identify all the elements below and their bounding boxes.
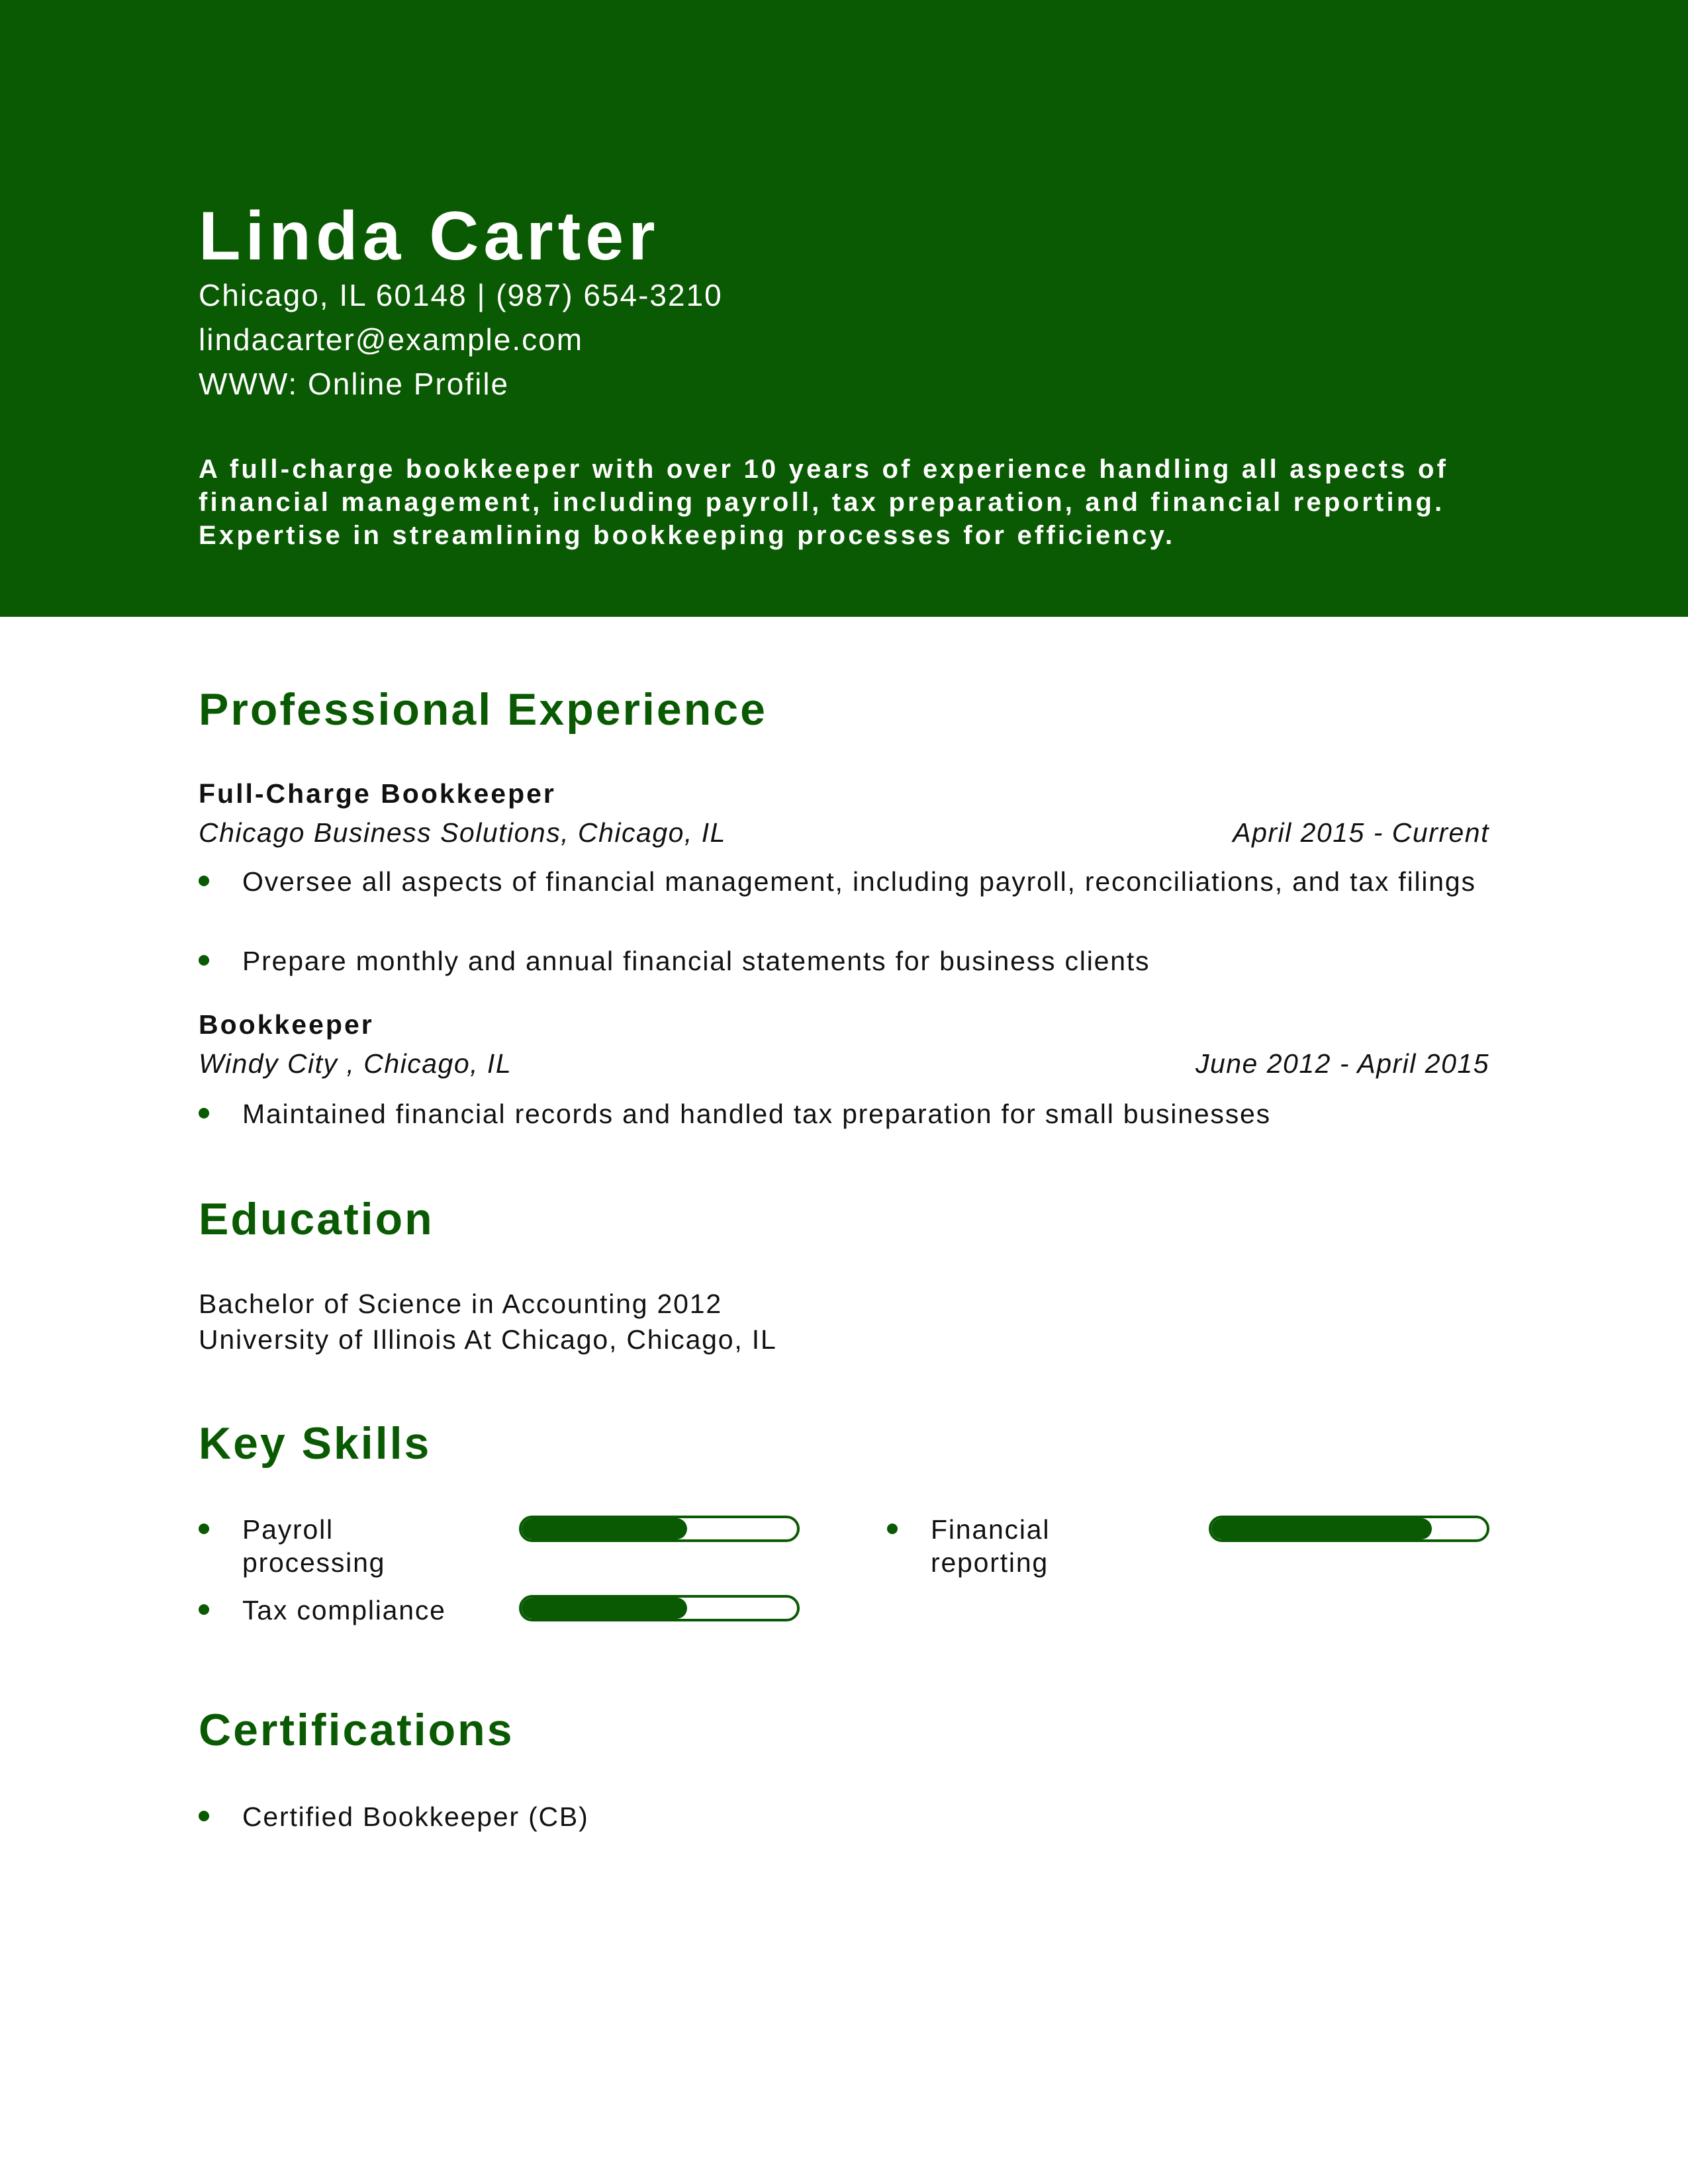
bullet-text: Maintained financial records and handled tax preparation for small businesses [242,1099,1271,1129]
skill-level-bar [1209,1516,1489,1542]
education-school: University of Illinois At Chicago, Chicago, IL [199,1324,777,1355]
skill-level-fill [522,1598,687,1619]
skill-item [887,1513,1152,1579]
list-item [199,1800,1489,1833]
website-link[interactable]: WWW: Online Profile [199,367,510,401]
skill-level-bar [519,1595,800,1621]
skill-level-bar [519,1516,800,1542]
list-item [199,865,1489,931]
job-dates: April 2015 - Current [1233,817,1489,848]
skill-name: Financial reporting [931,1514,1051,1578]
job-company: Chicago Business Solutions, Chicago, IL [199,817,726,848]
job-title: Bookkeeper [199,1009,374,1040]
bullet-icon [199,1108,209,1118]
certification-name: Certified Bookkeeper (CB) [242,1801,589,1832]
bullet-icon [199,1524,209,1534]
job-dates: June 2012 - April 2015 [1195,1048,1489,1079]
bullet-icon [199,1811,209,1821]
candidate-name: Linda Carter [199,198,660,275]
skill-level-fill [522,1518,687,1539]
skills-heading: Key Skills [199,1418,432,1469]
experience-heading: Professional Experience [199,684,767,735]
bullet-text: Prepare monthly and annual financial statements for business clients [242,946,1150,976]
education-degree: Bachelor of Science in Accounting 2012 [199,1289,722,1319]
skill-name: Payroll processing [242,1514,386,1578]
bullet-text: Oversee all aspects of financial management, including payroll, reconciliations, and tax filings [242,866,1476,897]
job-title: Full-Charge Bookkeeper [199,778,556,809]
skill-item [199,1594,463,1627]
certifications-heading: Certifications [199,1705,514,1755]
bullet-icon [199,1604,209,1615]
skill-level-fill [1211,1518,1432,1539]
resume-header [0,0,1688,617]
location-phone: Chicago, IL 60148 | (987) 654-3210 [199,278,723,312]
bullet-icon [199,876,209,886]
skill-item [199,1513,463,1579]
professional-summary: A full-charge bookkeeper with over 10 years of experience handling all aspects of financial management, including payroll, tax preparation, and financial reporting. Expertise in streamlining bookkeeping processes for efficiency. [199,455,1449,550]
bullet-icon [887,1524,898,1534]
list-item [199,944,1489,978]
list-item [199,1097,1489,1130]
bullet-icon [199,955,209,966]
email-link[interactable]: lindacarter@example.com [199,322,584,357]
education-heading: Education [199,1194,434,1244]
job-company: Windy City , Chicago, IL [199,1048,512,1079]
skill-name: Tax compliance [242,1595,446,1625]
